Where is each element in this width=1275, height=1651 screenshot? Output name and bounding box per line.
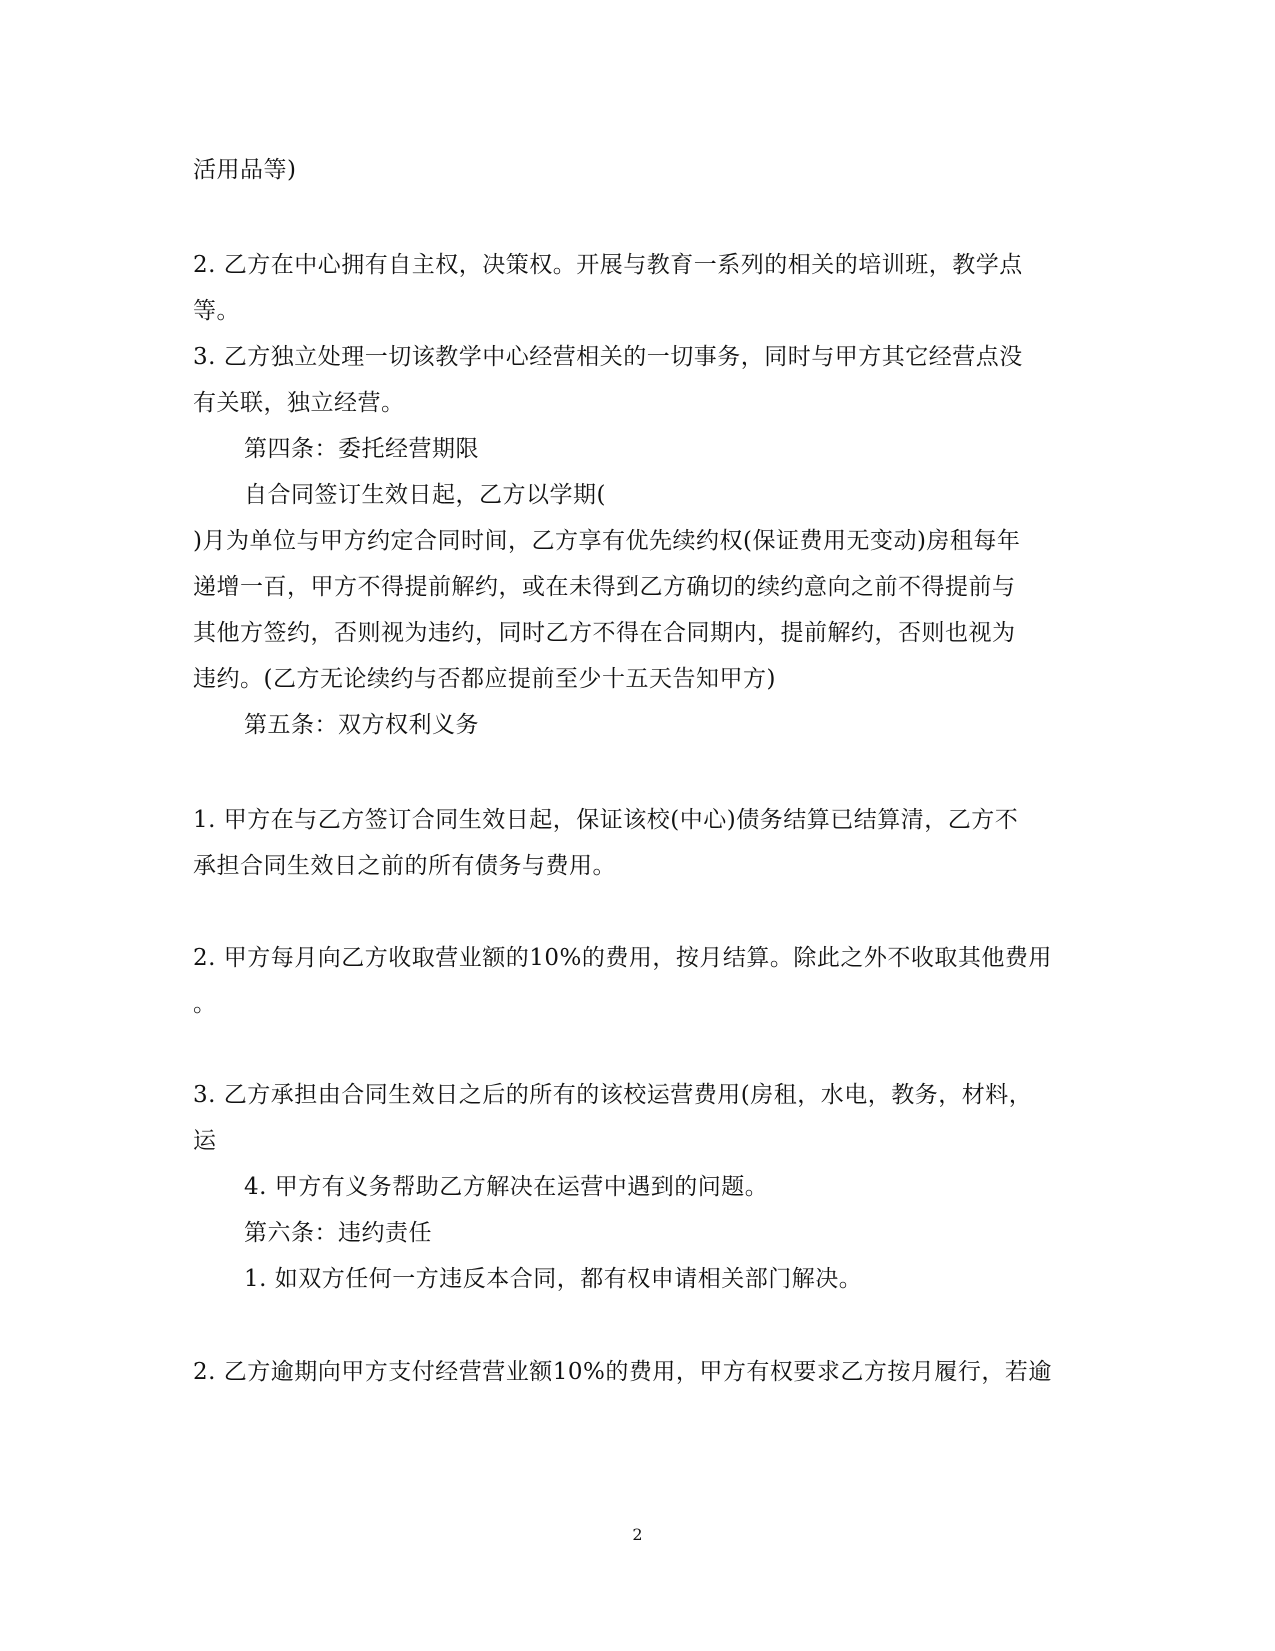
text-line: 3. 乙方承担由合同生效日之后的所有的该校运营费用(房租，水电，教务，材料， [193,1082,1033,1108]
text-line: 。 [193,991,217,1017]
text-line: 3. 乙方独立处理一切该教学中心经营相关的一切事务，同时与甲方其它经营点没 [193,344,1023,370]
text-line: 承担合同生效日之前的所有债务与费用。 [193,853,616,879]
text-line: )月为单位与甲方约定合同时间，乙方享有优先续约权(保证费用无变动)房租每年 [193,528,1021,554]
text-line: 2. 甲方每月向乙方收取营业额的10%的费用，按月结算。除此之外不收取其他费用 [193,945,1052,971]
text-line: 运 [193,1128,217,1154]
text-line: 2. 乙方在中心拥有自主权，决策权。开展与教育一系列的相关的培训班，教学点 [193,252,1023,278]
text-line: 递增一百，甲方不得提前解约，或在未得到乙方确切的续约意向之前不得提前与 [193,574,1016,600]
text-line: 1. 如双方任何一方违反本合同，都有权申请相关部门解决。 [244,1266,863,1292]
section-heading: 第五条：双方权利义务 [244,712,479,738]
text-line: 其他方签约，否则视为违约，同时乙方不得在合同期内，提前解约，否则也视为 [193,620,1016,646]
text-line: 有关联，独立经营。 [193,390,405,416]
page-number: 2 [632,1525,643,1544]
text-line: 2. 乙方逾期向甲方支付经营营业额10%的费用，甲方有权要求乙方按月履行，若逾 [193,1359,1052,1385]
text-line: 活用品等) [193,157,297,183]
text-line: 1. 甲方在与乙方签订合同生效日起，保证该校(中心)债务结算已结算清，乙方不 [193,807,1019,833]
text-line: 违约。(乙方无论续约与否都应提前至少十五天告知甲方) [193,666,776,692]
section-heading: 第四条：委托经营期限 [244,436,479,462]
text-line: 自合同签订生效日起，乙方以学期( [244,482,606,508]
text-line: 4. 甲方有义务帮助乙方解决在运营中遇到的问题。 [244,1174,769,1200]
text-line: 等。 [193,298,240,324]
section-heading: 第六条：违约责任 [244,1220,432,1246]
